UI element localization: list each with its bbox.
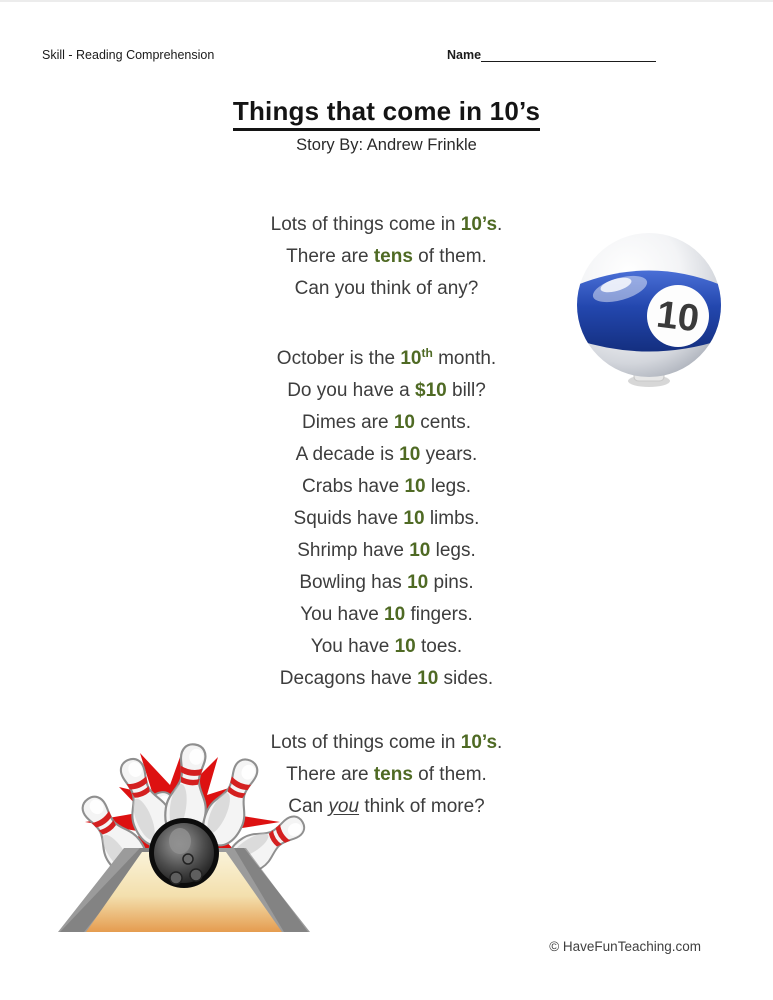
poem-segment: cents. xyxy=(415,412,471,433)
poem-segment: of them. xyxy=(412,246,487,267)
poem-segment: bill? xyxy=(446,380,486,401)
poem-segment: years. xyxy=(420,444,478,465)
poem-segment: pins. xyxy=(428,572,474,593)
poem-segment: 10 xyxy=(393,412,415,433)
poem-segment: limbs. xyxy=(424,508,480,529)
poem-line xyxy=(0,663,773,695)
poem-segment: tens xyxy=(373,764,413,785)
poem-line xyxy=(0,567,773,599)
poem-segment: 10 xyxy=(400,348,422,369)
poem-segment: 10 xyxy=(407,572,429,593)
poem-segment: 10 xyxy=(409,540,431,561)
poem-segment: legs. xyxy=(425,476,471,497)
poem-line xyxy=(0,503,773,535)
poem-segment: $10 xyxy=(415,380,447,401)
poem-segment: sides. xyxy=(438,668,494,689)
billiard-ball-10-illustration xyxy=(574,230,724,390)
poem-segment: Crabs have xyxy=(301,476,405,497)
copyright-credit: © HaveFunTeaching.com xyxy=(549,939,701,954)
poem-segment: 10 xyxy=(403,508,425,529)
poem-segment: toes. xyxy=(415,636,463,657)
poem-segment: Squids have xyxy=(293,508,404,529)
poem-segment: 10’s xyxy=(460,214,498,235)
poem-segment: 10 xyxy=(394,636,416,657)
poem-segment: Can xyxy=(288,796,329,817)
poem-segment: Lots of things come in xyxy=(270,732,461,753)
name-label: Name xyxy=(447,48,482,62)
poem-line xyxy=(0,535,773,567)
poem-segment: A decade is xyxy=(295,444,400,465)
poem-segment: Bowling has xyxy=(299,572,408,593)
poem-segment: 10’s xyxy=(460,732,498,753)
ball-number-label: 10 xyxy=(654,293,702,341)
poem-segment: 10 xyxy=(384,604,406,625)
poem-segment: Dimes are xyxy=(302,412,394,433)
poem-line xyxy=(0,407,773,439)
page-title: Things that come in 10’s xyxy=(233,96,540,131)
poem-segment: think of more? xyxy=(359,796,485,817)
skill-label: Skill - Reading Comprehension xyxy=(42,48,215,62)
poem-line xyxy=(0,599,773,631)
poem-line xyxy=(0,631,773,663)
poem-line xyxy=(0,439,773,471)
title-block xyxy=(0,96,773,155)
poem-segment: th xyxy=(421,346,433,360)
poem-segment: Decagons have xyxy=(279,668,418,689)
poem-segment: of them. xyxy=(412,764,487,785)
poem-segment: Do you have a xyxy=(287,380,416,401)
poem-segment: you xyxy=(328,796,360,817)
poem-segment: legs. xyxy=(430,540,476,561)
poem-segment: There are xyxy=(286,764,374,785)
poem-segment: . xyxy=(497,214,503,235)
poem-segment: Lots of things come in xyxy=(270,214,461,235)
poem-segment: 10 xyxy=(404,476,426,497)
finger-hole xyxy=(183,854,193,864)
poem-segment: 10 xyxy=(417,668,439,689)
poem-segment: You have xyxy=(300,604,385,625)
poem-segment: Can you think of any? xyxy=(294,278,479,299)
poem-segment: 10 xyxy=(399,444,421,465)
name-field xyxy=(447,48,656,62)
finger-hole xyxy=(190,869,202,881)
bowling-strike-illustration xyxy=(46,742,320,940)
name-blank-line xyxy=(481,48,656,62)
finger-hole xyxy=(170,872,182,884)
poem-stanza xyxy=(0,337,773,695)
poem-segment: October is the xyxy=(276,348,401,369)
poem-segment: . xyxy=(497,732,503,753)
poem-segment: month. xyxy=(432,348,497,369)
poem-segment: Shrimp have xyxy=(297,540,410,561)
poem-segment: There are xyxy=(286,246,374,267)
poem-segment: You have xyxy=(310,636,395,657)
byline: Story By: Andrew Frinkle xyxy=(296,136,477,154)
poem-segment: fingers. xyxy=(405,604,473,625)
poem-line xyxy=(0,471,773,503)
poem-segment: tens xyxy=(373,246,413,267)
